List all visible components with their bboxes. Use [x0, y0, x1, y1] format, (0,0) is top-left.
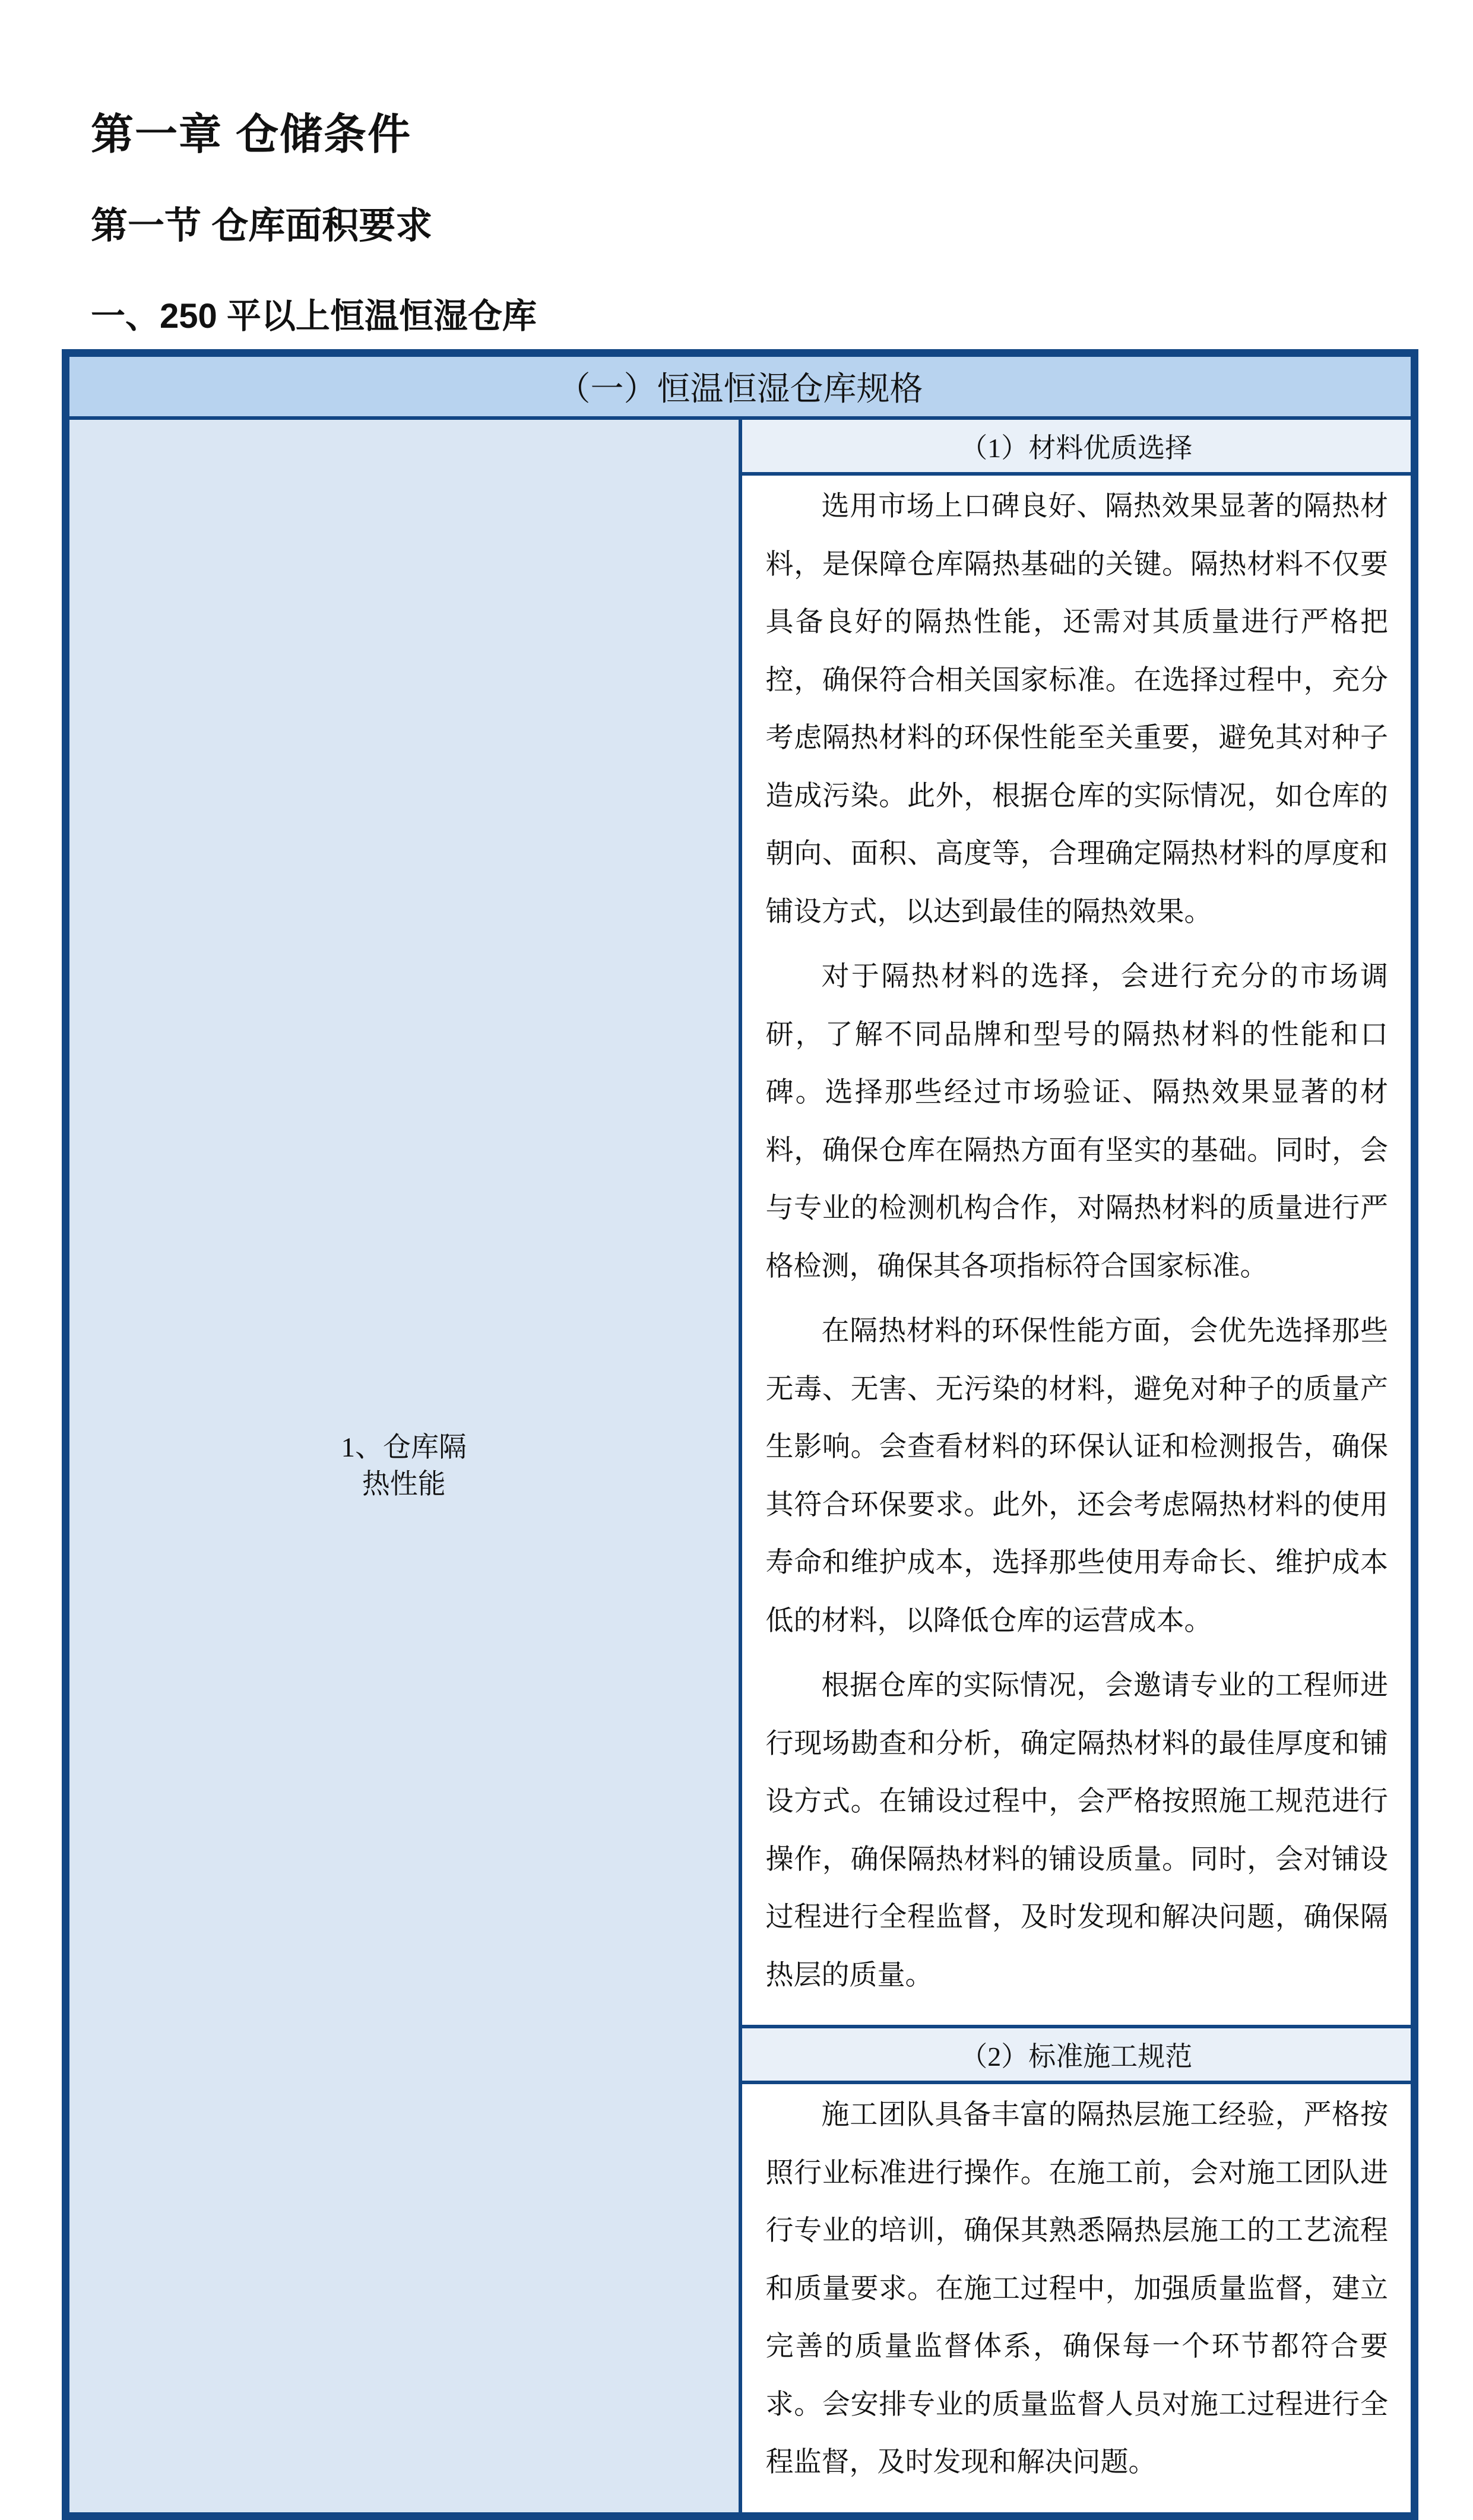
row-label	[66, 418, 740, 2516]
spec-table	[62, 349, 1418, 2520]
subsection-heading: 一、250 平以上恒温恒湿仓库	[91, 297, 537, 335]
subheader-construction-standard: （2）标准施工规范	[740, 2027, 1415, 2082]
subheader-material-selection: （1）材料优质选择	[740, 418, 1415, 474]
material-selection-body	[740, 474, 1415, 2027]
paragraph: 选用市场上口碑良好、隔热效果显著的隔热材料，是保障仓库隔热基础的关键。隔热材料不仅要具备良好的隔热性能，还需对其质量进行严格把控，确保符合相关国家标准。在选择过程中，充分考虑隔热材料的环保性能至关重要，避免其对种子造成污染。此外，根据仓库的实际情况，如仓库的朝向、面积、高度等，合理确定隔热材料的厚度和铺设方式，以达到最佳的隔热效果。	[765, 491, 1388, 927]
table-title: （一）恒温恒湿仓库规格	[66, 353, 1415, 419]
chapter-heading: 第一章 仓储条件	[91, 111, 412, 159]
paragraph: 对于隔热材料的选择，会进行充分的市场调研，了解不同品牌和型号的隔热材料的性能和口碑。选择那些经过市场验证、隔热效果显著的材料，确保仓库在隔热方面有坚实的基础。同时，会与专业的检测机构合作，对隔热材料的质量进行严格检测，确保其各项指标符合国家标准。	[765, 961, 1388, 1282]
row-label-line1: 1、仓库隔	[341, 1432, 467, 1463]
construction-standard-body	[740, 2082, 1415, 2516]
paragraph: 施工团队具备丰富的隔热层施工经验，严格按照行业标准进行操作。在施工前，会对施工团队进行专业的培训，确保其熟悉隔热层施工的工艺流程和质量要求。在施工过程中，加强质量监督，建立完善的质量监督体系，确保每一个环节都符合要求。会安排专业的质量监督人员对施工过程进行全程监督，及时发现和解决问题。	[765, 2100, 1388, 2478]
row-label-line2: 热性能	[362, 1468, 446, 1500]
paragraph: 根据仓库的实际情况，会邀请专业的工程师进行现场勘查和分析，确定隔热材料的最佳厚度和铺设方式。在铺设过程中，会严格按照施工规范进行操作，确保隔热材料的铺设质量。同时，会对铺设过程进行全程监督，及时发现和解决问题，确保隔热层的质量。	[765, 1670, 1388, 1991]
paragraph: 在隔热材料的环保性能方面，会优先选择那些无毒、无害、无污染的材料，避免对种子的质量产生影响。会查看材料的环保认证和检测报告，确保其符合环保要求。此外，还会考虑隔热材料的使用寿命和维护成本，选择那些使用寿命长、维护成本低的材料，以降低仓库的运营成本。	[765, 1316, 1388, 1636]
section-heading: 第一节 仓库面积要求	[91, 205, 433, 246]
